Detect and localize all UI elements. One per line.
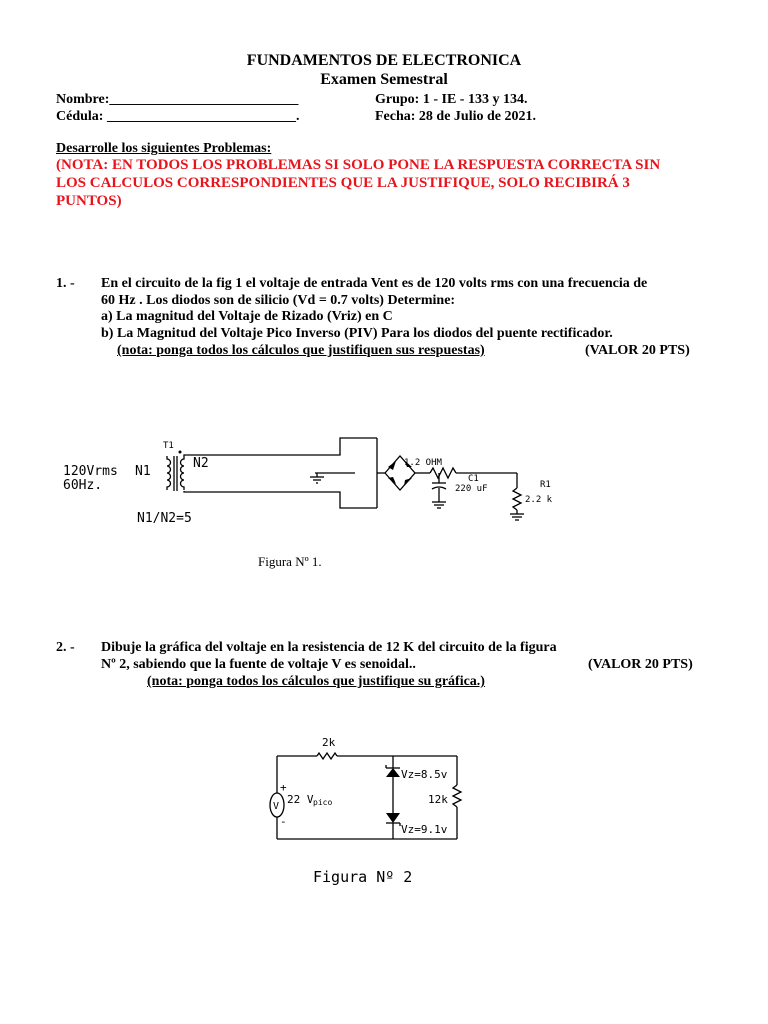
problem-1-number: 1. - [56, 276, 75, 291]
t1-label: T1 [163, 441, 174, 451]
note-line-1: (NOTA: EN TODOS LOS PROBLEMAS SI SOLO PONE LA RESPUESTA CORRECTA SIN [56, 157, 661, 173]
note-line-2: LOS CALCULOS CORRESPONDIENTES QUE LA JUSTIFIQUE, SOLO RECIBIRÁ 3 [56, 175, 630, 191]
problem-2-number: 2. - [56, 640, 75, 655]
wire-bottom [184, 491, 377, 508]
problem-1-value: (VALOR 20 PTS) [585, 343, 690, 358]
source-symbol: V [273, 801, 280, 812]
load-resistor [513, 488, 521, 510]
problem-1-note: (nota: ponga todos los cálculos que justifiquen sus respuestas) [117, 343, 485, 358]
series-resistor-label: 1.2 OHM [404, 458, 442, 468]
primary-coil [167, 456, 171, 490]
r1-label: R1 [540, 480, 551, 490]
c1-value: 220 uF [455, 484, 488, 494]
exam-title: FUNDAMENTOS DE ELECTRONICA [246, 52, 522, 69]
figure-1-caption: Figura Nº 1. [258, 554, 322, 569]
problem-1-line-2: 60 Hz . Los diodos son de silicio (Vd = 0.7 volts) Determine: [101, 293, 456, 308]
problem-2-value: (VALOR 20 PTS) [588, 657, 693, 672]
minus-sign: - [280, 815, 287, 828]
secondary-coil [181, 456, 185, 490]
problem-1-item-a: a) La magnitud del Voltaje de Rizado (Vriz) en C [101, 309, 393, 324]
source-subscript: pico [313, 798, 333, 807]
zener-2-label: Vz=9.1v [401, 823, 448, 836]
freq-label: 60Hz. [63, 478, 103, 493]
source-label: 22 V [287, 793, 314, 806]
problem-1-line-1: En el circuito de la fig 1 el voltaje de entrada Vent es de 120 volts rms con una frecuencia de [101, 276, 648, 291]
plus-sign: + [280, 781, 287, 794]
nombre-field: Nombre:___________________________ [56, 92, 299, 107]
ratio-label: N1/N2=5 [137, 511, 192, 526]
c1-label: C1 [468, 474, 479, 484]
vin-label: 120Vrms [63, 464, 118, 479]
n1-label: N1 [135, 464, 151, 479]
r1-value: 2.2 k [525, 495, 553, 505]
problem-2-line-1: Dibuje la gráfica del voltaje en la resistencia de 12 K del circuito de la figura [101, 640, 557, 655]
r-top-label: 2k [322, 736, 336, 749]
figure-2-circuit [265, 735, 465, 845]
problem-1-item-b: b) La Magnitud del Voltaje Pico Inverso (PIV) Para los diodos del puente rectificador. [101, 326, 613, 341]
n2-label: N2 [193, 456, 209, 471]
figure-2-caption: Figura Nº 2 [313, 868, 413, 886]
problem-2-line-2: Nº 2, sabiendo que la fuente de voltaje V es senoidal.. [101, 657, 416, 672]
figure-1-circuit [55, 430, 595, 530]
grupo-field: Grupo: 1 - IE - 133 y 134. [375, 92, 528, 107]
r-load-label: 12k [428, 793, 448, 806]
fecha-field: Fecha: 28 de Julio de 2021. [375, 109, 536, 124]
instructions-heading: Desarrolle los siguientes Problemas: [56, 141, 272, 156]
note-line-3: PUNTOS) [56, 193, 122, 209]
exam-subtitle: Examen Semestral [320, 71, 448, 88]
zener-1-label: Vz=8.5v [401, 768, 448, 781]
series-resistor [430, 468, 456, 478]
wire-top [184, 438, 377, 456]
problem-2-note: (nota: ponga todos los cálculos que justifique su gráfica.) [147, 674, 485, 689]
cedula-field: Cédula: ___________________________. [56, 109, 300, 124]
